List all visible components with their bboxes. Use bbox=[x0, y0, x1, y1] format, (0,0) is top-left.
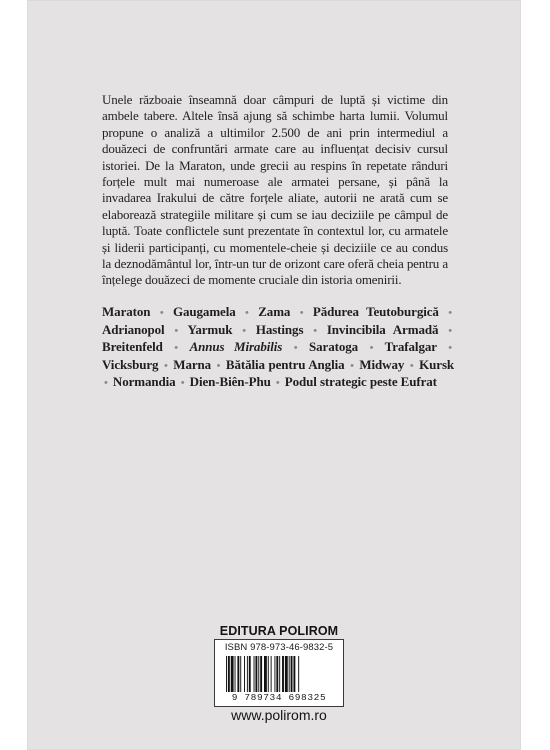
bullet-separator: • bbox=[104, 377, 108, 390]
battle-item: Midway bbox=[359, 356, 405, 372]
battle-item: Hastings bbox=[255, 321, 304, 337]
bullet-separator: • bbox=[448, 342, 452, 355]
battle-item: Adrianopol bbox=[102, 321, 165, 337]
battle-item: Dien-Biên-Phu bbox=[189, 374, 271, 390]
bullet-separator: • bbox=[293, 342, 298, 355]
publisher-name: EDITURA POLIROM bbox=[219, 624, 339, 638]
bullet-separator: • bbox=[174, 342, 179, 355]
battle-item: Zama bbox=[258, 304, 291, 319]
battle-item: Vicksburg bbox=[102, 356, 159, 372]
battles-list bbox=[102, 304, 454, 392]
bullet-separator: • bbox=[409, 359, 414, 372]
bullet-separator: • bbox=[448, 307, 452, 319]
battle-item: Gaugamela bbox=[172, 304, 236, 319]
barcode-icon bbox=[225, 656, 333, 692]
battle-item: Bătălia pentru Anglia bbox=[225, 356, 345, 372]
bullet-separator: • bbox=[350, 359, 354, 372]
barcode-panel bbox=[214, 639, 344, 707]
battle-item: Kursk bbox=[419, 356, 455, 372]
bullet-separator: • bbox=[174, 324, 179, 337]
bullet-separator: • bbox=[163, 359, 168, 372]
battle-item: Trafalgar bbox=[384, 339, 437, 355]
isbn-number: ISBN 978-973-46-9832-5 bbox=[224, 642, 334, 653]
bullet-separator: • bbox=[448, 324, 452, 337]
battle-item: Normandia bbox=[112, 374, 176, 390]
battle-item: Maraton bbox=[102, 304, 151, 319]
battle-item: Invincibila Armadă bbox=[326, 321, 439, 337]
bullet-separator: • bbox=[313, 324, 317, 337]
bullet-separator: • bbox=[245, 307, 249, 319]
bullet-separator: • bbox=[242, 324, 246, 337]
battle-item: Saratoga bbox=[309, 339, 359, 355]
bullet-separator: • bbox=[180, 377, 185, 390]
bullet-separator: • bbox=[369, 342, 374, 355]
battle-item: Pădurea Teutoburgică bbox=[312, 304, 439, 319]
barcode-digits: 9 789734 698325 bbox=[231, 692, 327, 703]
battle-item: Podul strategic peste Eufrat bbox=[284, 374, 437, 390]
battle-item: Marna bbox=[173, 356, 212, 372]
bullet-separator: • bbox=[216, 359, 221, 372]
battle-item: Annus Mirabilis bbox=[189, 339, 283, 355]
bullet-separator: • bbox=[299, 307, 304, 319]
battle-item: Yarmuk bbox=[187, 321, 233, 337]
battle-item: Breitenfeld bbox=[102, 339, 163, 355]
bullet-separator: • bbox=[275, 377, 280, 390]
description-paragraph: Unele războaie înseamnă doar câmpuri de luptă și victime din ambele tabere. Altele însă ajung să schimbe harta lumii. Volumul propune o analiză a ultimilor 2.500 de ani prin intermediul a douăzeci de confruntări armate care au influențat decisiv cursul istoriei. De la Maraton, unde grecii au respins în repetate rânduri forțele mult mai numeroase ale armatei persane, și până la invadarea Irakului de către forțele aliate, autorii ne arată cum se elaborează strategiile militare și cum se iau deciziile pe câmpul de luptă. Toate conflictele sunt prezentate în contextul lor, cu armatele și liderii participanți, cu momentele-cheie și deciziile ce au condus la deznodământul lor, într-un tur de orizont care oferă cheia pentru a înțelege douăzeci de momente cruciale din istoria omenirii. bbox=[102, 92, 448, 288]
bullet-separator: • bbox=[159, 307, 164, 319]
publisher-website: www.polirom.ro bbox=[231, 707, 327, 723]
